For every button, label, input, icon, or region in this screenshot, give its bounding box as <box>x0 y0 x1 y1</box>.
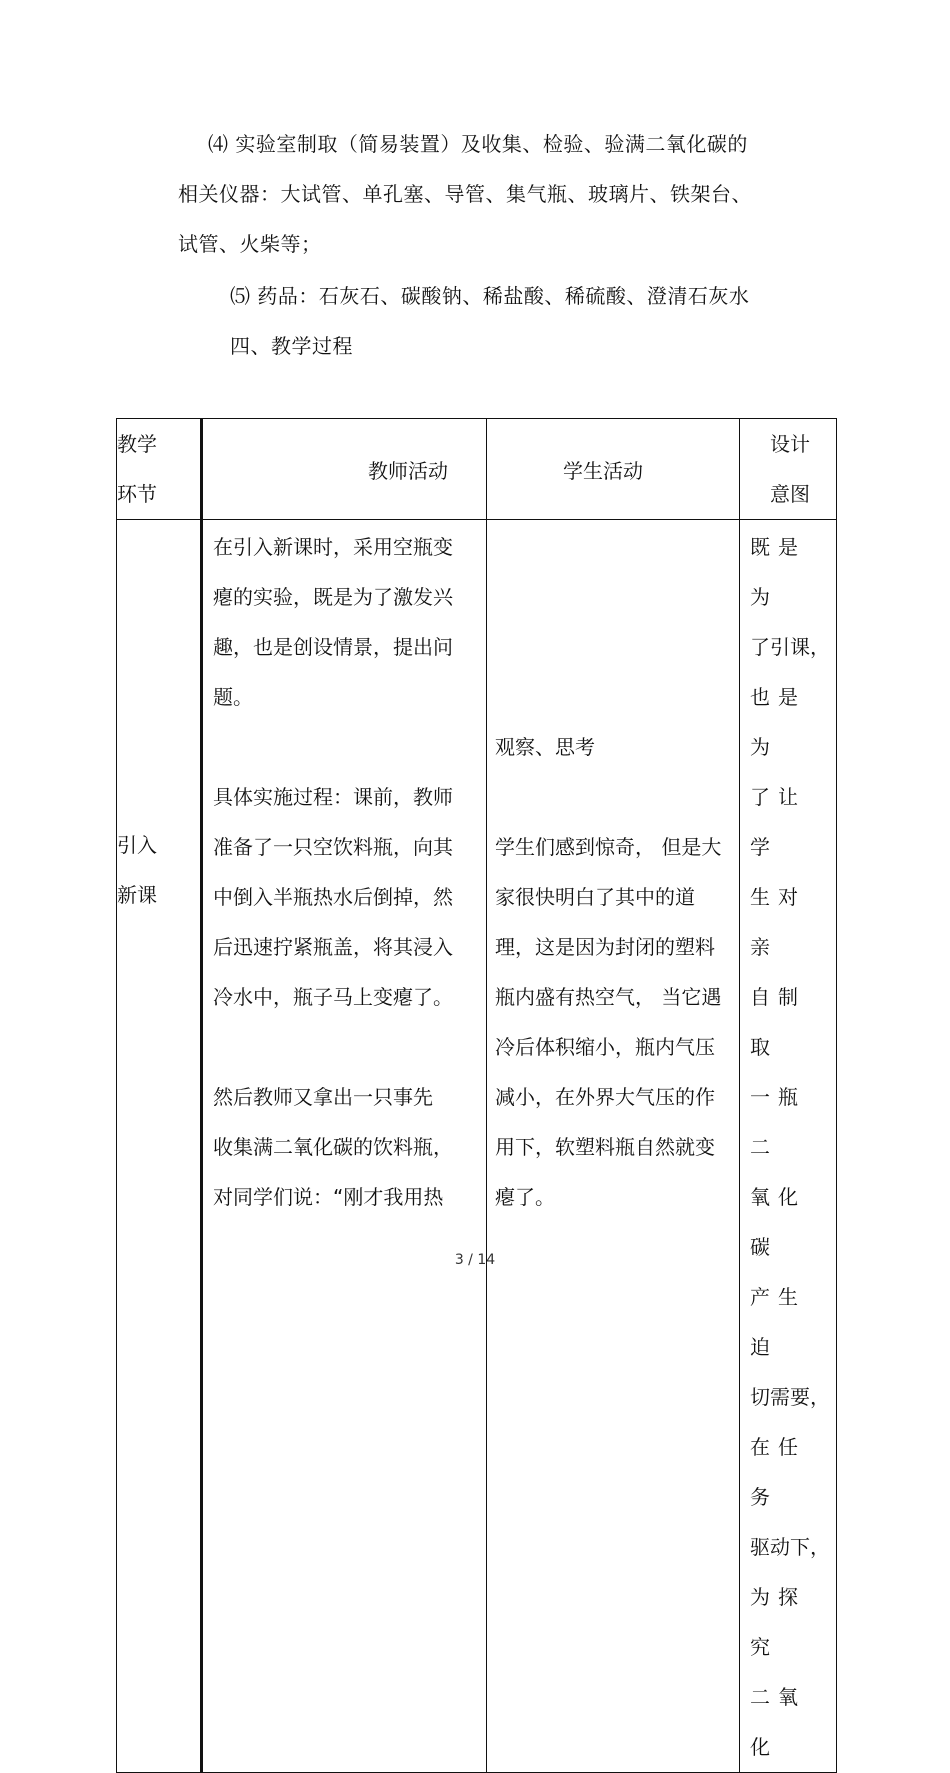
header-stage-line2: 环节 <box>117 482 157 506</box>
design-line: 为探究 <box>750 1585 806 1659</box>
design-line: 自制取 <box>750 985 806 1059</box>
design-line: 既是为 <box>750 535 806 609</box>
design-line: 了引课， <box>750 635 830 659</box>
header-teacher-label: 教师活动 <box>368 458 448 483</box>
paragraph-apparatus-end: 试管、火柴等； <box>178 232 322 256</box>
table-row-introduce-lesson <box>117 520 837 1773</box>
paragraph-reagents: ⑸ 药品：石灰石、碳酸钠、稀盐酸、稀硫酸、澄清石灰水 <box>230 284 750 308</box>
table-header-row <box>117 419 837 520</box>
page-number: 3 / 14 <box>454 1252 496 1268</box>
header-student-label: 学生活动 <box>563 458 643 483</box>
teacher-line: 冷水中，瓶子马上变瘪了。 <box>213 985 453 1009</box>
design-line: 了让学 <box>750 785 806 859</box>
teacher-line: 对同学们说：“刚才我用热 <box>213 1185 444 1209</box>
design-line: 也是为 <box>750 685 806 759</box>
header-design-line1: 设计 <box>770 432 810 456</box>
design-line: 产生迫 <box>750 1285 806 1359</box>
design-line: 在任务 <box>750 1435 806 1509</box>
student-activity-cell <box>487 520 740 1773</box>
stage-line2: 新课 <box>117 883 157 907</box>
student-line: 理，这是因为封闭的塑料 <box>495 935 715 959</box>
student-line: 家很快明白了其中的道 <box>495 885 695 909</box>
header-stage-line1: 教学 <box>117 432 157 456</box>
design-line: 切需要， <box>750 1385 830 1409</box>
header-design-line2: 意图 <box>770 482 810 506</box>
student-line: 学生们感到惊奇， 但是大 <box>495 835 722 859</box>
teacher-line: 具体实施过程：课前，教师 <box>213 785 453 809</box>
design-line: 生对亲 <box>750 885 806 959</box>
student-line: 瘪了。 <box>495 1185 555 1209</box>
header-student <box>487 419 740 520</box>
stage-cell <box>117 520 202 1773</box>
teacher-line: 趣，也是创设情景，提出问 <box>213 635 453 659</box>
design-line: 驱动下， <box>750 1535 830 1559</box>
teacher-line: 收集满二氧化碳的饮料瓶， <box>213 1135 453 1159</box>
teaching-process-table <box>116 418 837 1773</box>
header-stage <box>117 419 202 520</box>
teacher-line: 准备了一只空饮料瓶，向其 <box>213 835 453 859</box>
teacher-activity-cell <box>202 520 487 1773</box>
teacher-line: 后迅速拧紧瓶盖，将其浸入 <box>213 935 453 959</box>
header-design <box>740 419 837 520</box>
design-line: 氧化碳 <box>750 1185 806 1259</box>
paragraph-apparatus: ⑷ 实验室制取（简易装置）及收集、检验、验满二氧化碳的 <box>208 132 748 156</box>
design-line: 一瓶二 <box>750 1085 806 1159</box>
student-line: 冷后体积缩小，瓶内气压 <box>495 1035 715 1059</box>
teacher-line: 然后教师又拿出一只事先 <box>213 1085 433 1109</box>
stage-line1: 引入 <box>117 833 157 857</box>
section-heading-teaching-process: 四、教学过程 <box>230 334 353 358</box>
student-line: 减小，在外界大气压的作 <box>495 1085 715 1109</box>
teacher-line: 瘪的实验，既是为了激发兴 <box>213 585 453 609</box>
student-line: 用下，软塑料瓶自然就变 <box>495 1135 715 1159</box>
teacher-line: 在引入新课时，采用空瓶变 <box>213 535 453 559</box>
header-teacher <box>202 419 487 520</box>
student-line: 瓶内盛有热空气， 当它遇 <box>495 985 722 1009</box>
teacher-line: 中倒入半瓶热水后倒掉，然 <box>213 885 453 909</box>
student-line: 观察、思考 <box>495 735 595 759</box>
teacher-line: 题。 <box>213 685 253 709</box>
design-intent-cell <box>740 520 837 1773</box>
paragraph-apparatus-cont: 相关仪器：大试管、单孔塞、导管、集气瓶、玻璃片、铁架台、 <box>178 182 752 206</box>
design-line: 二氧化 <box>750 1685 806 1759</box>
